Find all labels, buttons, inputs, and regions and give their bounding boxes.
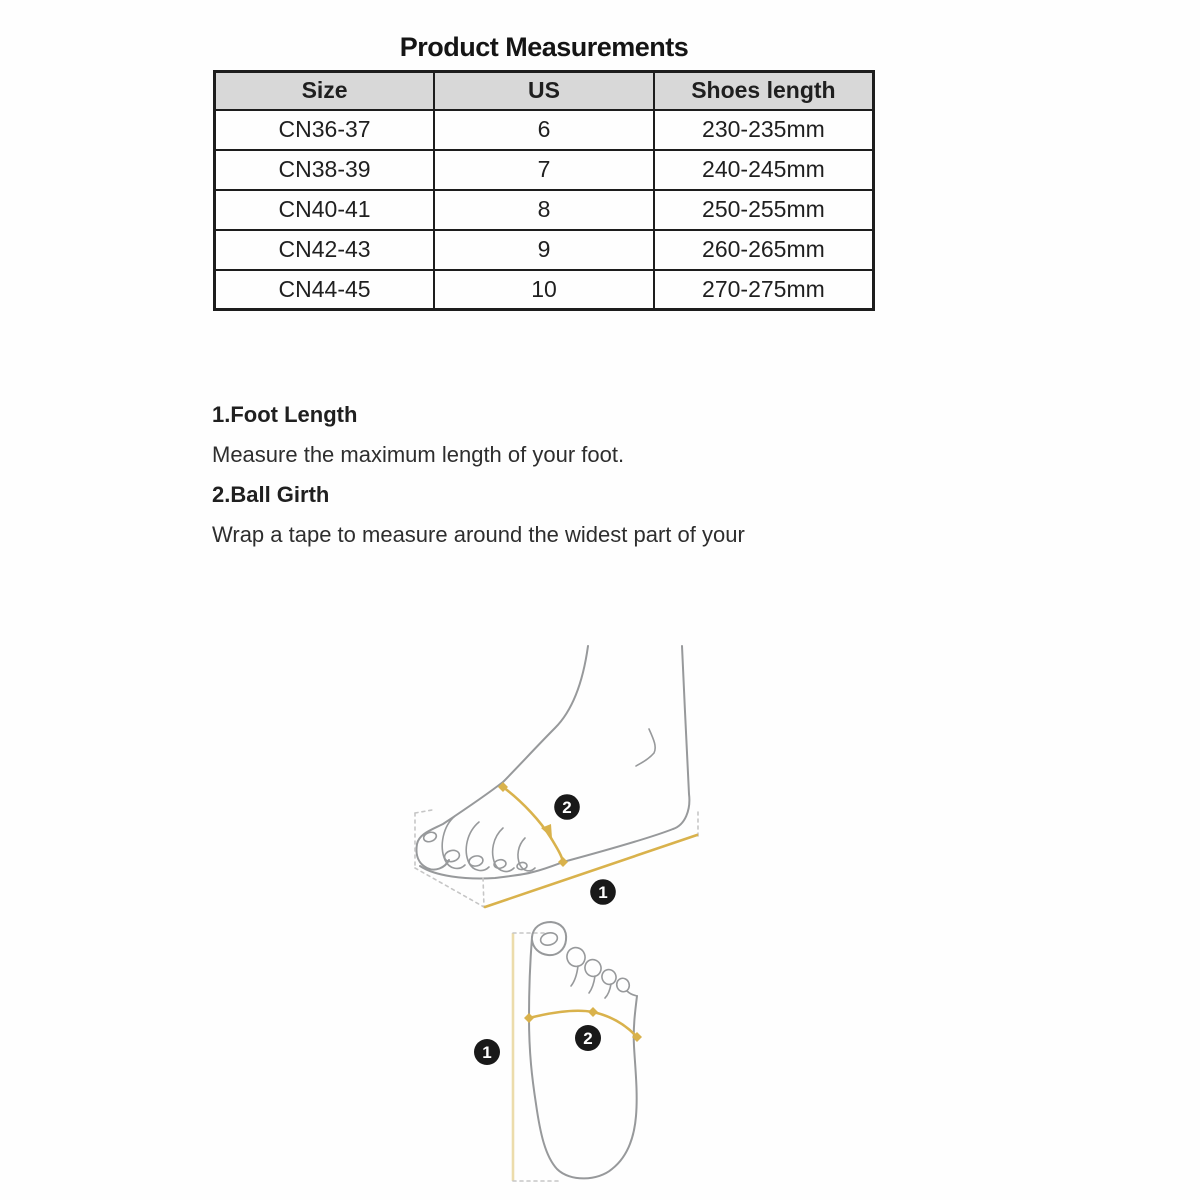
table-cell: CN36-37 — [215, 110, 435, 150]
table-cell: CN38-39 — [215, 150, 435, 190]
column-header: US — [434, 72, 654, 110]
measure-instructions — [212, 395, 932, 555]
table-cell: 260-265mm — [654, 230, 874, 270]
table-cell: 6 — [434, 110, 654, 150]
footprint-outline — [529, 922, 637, 1178]
table-cell: 8 — [434, 190, 654, 230]
table-row — [215, 150, 874, 190]
girth-marker-badge — [575, 1025, 601, 1051]
table-cell: 9 — [434, 230, 654, 270]
length-marker-badge — [590, 879, 616, 905]
table-cell: 230-235mm — [654, 110, 874, 150]
girth-marker-badge — [554, 794, 580, 820]
foot-side-view-diagram — [405, 632, 715, 922]
table-cell: 270-275mm — [654, 270, 874, 310]
girth-marker-label: 2 — [562, 798, 572, 817]
instruction-heading: 1.Foot Length — [212, 402, 358, 427]
table-cell: CN42-43 — [215, 230, 435, 270]
length-marker-badge — [474, 1039, 500, 1065]
table-row — [215, 270, 874, 310]
table-row — [215, 190, 874, 230]
size-table-header-row — [215, 72, 874, 110]
length-marker-label: 1 — [482, 1043, 492, 1062]
instruction-body: Wrap a tape to measure around the widest part of your — [212, 522, 745, 547]
table-row — [215, 230, 874, 270]
column-header: Shoes length — [654, 72, 874, 110]
table-row — [215, 110, 874, 150]
ball-girth-measure-line — [498, 782, 568, 867]
girth-marker-label: 2 — [583, 1029, 593, 1048]
foot-side-view-illustration — [405, 632, 715, 922]
table-cell: 250-255mm — [654, 190, 874, 230]
instruction-heading: 2.Ball Girth — [212, 482, 330, 507]
size-table — [213, 70, 875, 311]
table-cell: 10 — [434, 270, 654, 310]
table-cell: CN44-45 — [215, 270, 435, 310]
instruction-body: Measure the maximum length of your foot. — [212, 442, 625, 467]
table-cell: 7 — [434, 150, 654, 190]
size-table-body — [215, 110, 874, 310]
table-cell: 240-245mm — [654, 150, 874, 190]
page-title: Product Measurements — [399, 32, 689, 62]
length-reference-line — [513, 933, 558, 1181]
table-cell: CN40-41 — [215, 190, 435, 230]
length-marker-label: 1 — [598, 883, 608, 902]
column-header: Size — [215, 72, 435, 110]
foot-sole-view-diagram — [445, 918, 715, 1193]
foot-sole-view-illustration — [445, 918, 715, 1193]
